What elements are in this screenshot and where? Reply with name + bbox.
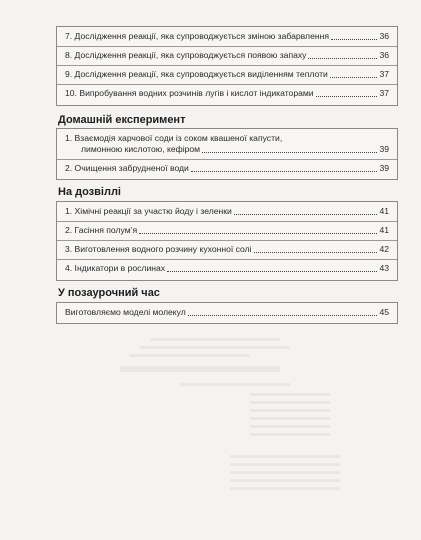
toc-entry-title: 9. Дослідження реакції, яка супроводжується виділенням теплоти: [65, 69, 328, 79]
leader-dots: [254, 251, 378, 253]
section-title-leisure: На дозвіллі: [58, 186, 121, 198]
toc-entry-page: 41: [379, 225, 389, 235]
leader-dots: [308, 57, 377, 59]
toc-entry[interactable]: [65, 88, 389, 99]
leader-dots: [330, 76, 378, 78]
leader-dots: [191, 170, 378, 172]
leader-dots: [316, 95, 378, 97]
toc-entry-page: 39: [379, 163, 389, 173]
toc-entry-page: 37: [379, 88, 389, 98]
row-divider: [57, 240, 397, 241]
leader-dots: [139, 232, 377, 234]
toc-entry-title: Виготовляємо моделі молекул: [65, 307, 186, 317]
row-divider: [57, 259, 397, 260]
toc-entry-page: 36: [379, 50, 389, 60]
toc-entry-title: 2. Очищення забрудненої води: [65, 163, 189, 173]
toc-entry[interactable]: [65, 263, 389, 274]
toc-entry[interactable]: [65, 50, 389, 61]
toc-entry-title: 2. Гасіння полум’я: [65, 225, 138, 235]
leader-dots: [167, 270, 377, 272]
leader-dots: [202, 151, 377, 153]
leader-dots: [188, 314, 378, 316]
toc-entry-title-line1: 1. Взаємодія харчової соди із соком квашеної капусти,: [65, 133, 283, 143]
toc-entry-title: 4. Індикатори в рослинах: [65, 263, 166, 273]
row-divider: [57, 221, 397, 222]
toc-entry[interactable]: [65, 225, 389, 236]
toc-box-leisure: [56, 201, 398, 281]
toc-entry-title: 7. Дослідження реакції, яка супроводжується зміною забарвлення: [65, 31, 329, 41]
row-divider: [57, 159, 397, 160]
leader-dots: [234, 213, 378, 215]
row-divider: [57, 65, 397, 66]
toc-entry-page: 42: [379, 244, 389, 254]
toc-entry[interactable]: [65, 31, 389, 42]
toc-entry[interactable]: [65, 206, 389, 217]
toc-entry-page: 36: [379, 31, 389, 41]
toc-entry-page: 45: [379, 307, 389, 317]
toc-entry-title: 1. Хімічні реакції за участю йоду і зеленки: [65, 206, 232, 216]
toc-entry-title-line2: лимонною кислотою, кефіром: [81, 144, 201, 154]
toc-box-experiments: [56, 26, 398, 106]
section-title-home: Домашній експеримент: [58, 114, 186, 126]
toc-entry-page: 37: [379, 69, 389, 79]
toc-box-extra: [56, 302, 398, 324]
toc-entry-title: 3. Виготовлення водного розчину кухонної солі: [65, 244, 252, 254]
toc-entry-page: 39: [379, 144, 389, 154]
toc-entry-title: 10. Випробування водних розчинів лугів і кислот індикаторами: [65, 88, 314, 98]
leader-dots: [331, 38, 377, 40]
toc-entry-page: 41: [379, 206, 389, 216]
section-title-extra: У позаурочний час: [58, 287, 160, 299]
toc-entry[interactable]: [65, 69, 389, 80]
toc-entry[interactable]: [65, 163, 389, 174]
row-divider: [57, 46, 397, 47]
row-divider: [57, 84, 397, 85]
toc-entry-page: 43: [379, 263, 389, 273]
toc-entry-title: 8. Дослідження реакції, яка супроводжується появою запаху: [65, 50, 307, 60]
toc-entry[interactable]: [65, 244, 389, 255]
toc-box-home: [56, 128, 398, 180]
toc-entry[interactable]: [65, 307, 389, 318]
